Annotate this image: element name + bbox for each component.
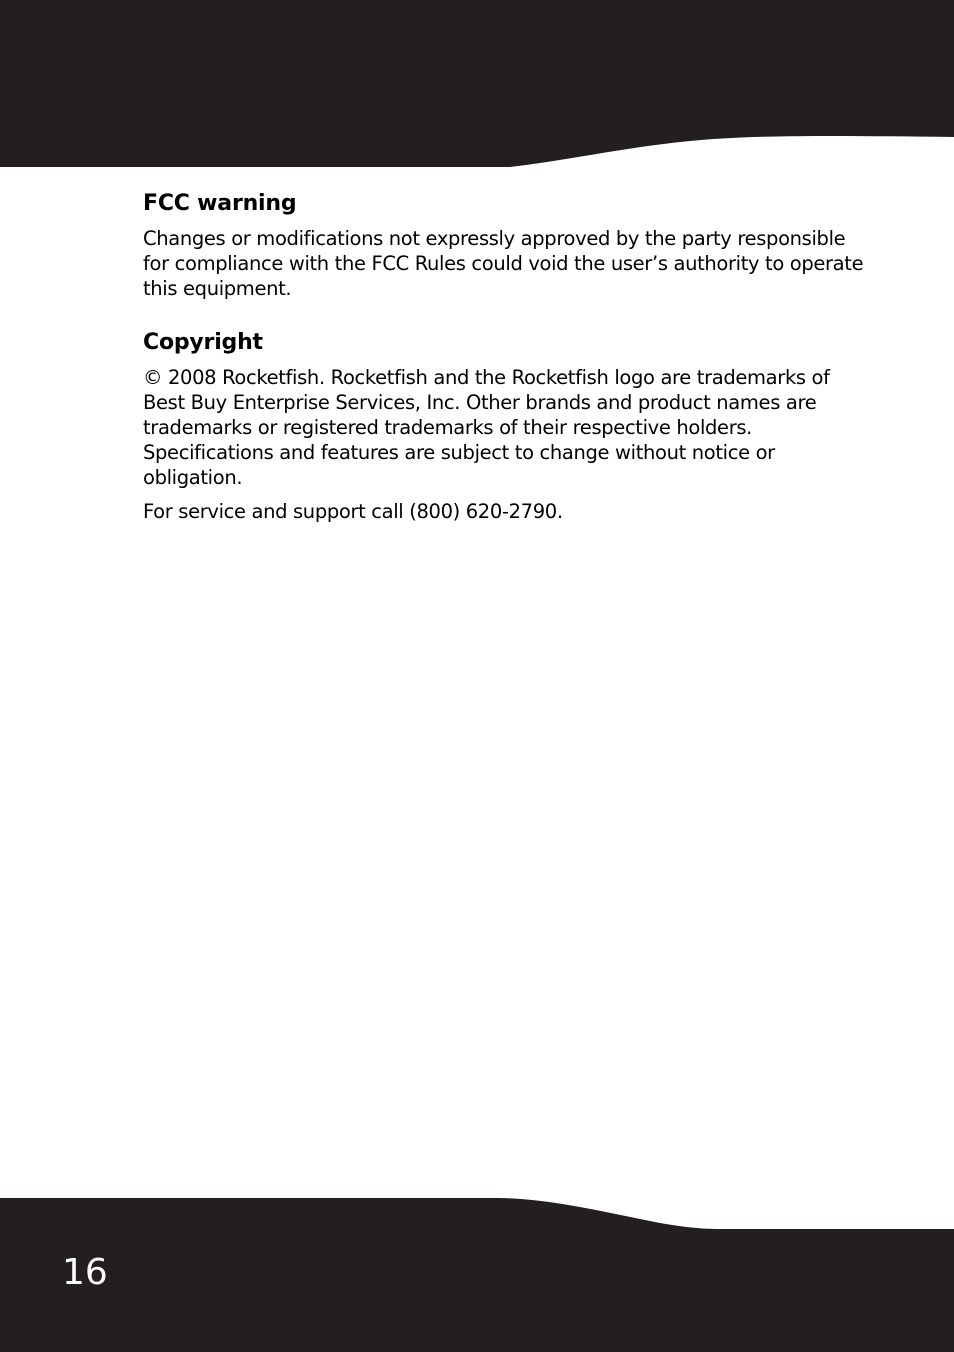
page-content [143, 188, 873, 524]
page-number: 16 [62, 1252, 108, 1293]
copyright-heading: Copyright [143, 330, 263, 355]
fcc-warning-text: Changes or modifications not expressly approved by the party responsible for compliance with the FCC Rules could void the user’s authority to operate this equipment. [143, 227, 864, 300]
copyright-text: © 2008 Rocketfish. Rocketfish and the Rocketfish logo are trademarks of Best Buy Enterprise Services, Inc. Other brands and product names are trademarks or registered trademarks of their respective holders. Specifications and features are subject to change without notice or obligation. [143, 366, 830, 489]
footer-band [0, 1195, 954, 1352]
fcc-warning-heading: FCC warning [143, 191, 297, 216]
header-band [0, 0, 954, 170]
support-text: For service and support call (800) 620-2790. [143, 500, 563, 523]
